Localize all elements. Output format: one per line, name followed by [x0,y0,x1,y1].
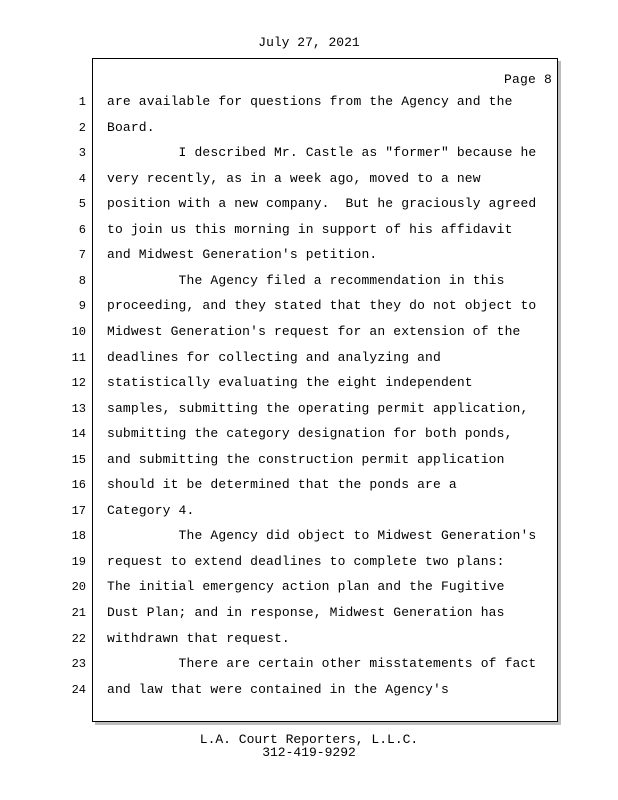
page-number: Page 8 [503,72,552,87]
line-number: 11 [71,351,86,365]
line-number: 16 [71,478,86,492]
line-number: 5 [78,197,86,211]
line-number: 14 [71,427,86,441]
transcript-line: very recently, as in a week ago, moved to a new [107,171,481,186]
line-number: 21 [71,606,86,620]
line-number: 3 [78,146,86,160]
transcript-line: The initial emergency action plan and the Fugitive [107,579,505,594]
transcript-line: I described Mr. Castle as "former" because he [107,145,537,160]
line-number: 4 [78,172,86,186]
line-number: 1 [78,95,86,109]
line-number: 8 [78,274,86,288]
line-number: 7 [78,248,86,262]
transcript-line: are available for questions from the Agency and the [107,94,513,109]
line-number: 12 [71,376,86,390]
line-number: 2 [78,121,86,135]
footer-phone: 312-419-9292 [262,745,356,760]
line-number: 20 [71,580,86,594]
line-number: 24 [71,683,86,697]
line-number: 18 [71,529,86,543]
transcript-line: and Midwest Generation's petition. [107,247,378,262]
transcript-line: The Agency did object to Midwest Generation's [107,528,537,543]
line-number: 17 [71,504,86,518]
transcript-line: The Agency filed a recommendation in this [107,273,505,288]
transcript-line: withdrawn that request. [107,631,290,646]
line-number: 23 [71,657,86,671]
footer [0,733,618,759]
transcript-line: statistically evaluating the eight independent [107,375,473,390]
line-number: 19 [71,555,86,569]
transcript-line: and law that were contained in the Agency's [107,682,449,697]
transcript-line: Category 4. [107,503,195,518]
line-number: 15 [71,453,86,467]
line-number: 9 [78,299,86,313]
transcript-line: Board. [107,120,155,135]
transcript-line: proceeding, and they stated that they do not object to [107,298,537,313]
line-number: 10 [71,325,86,339]
transcript-line: samples, submitting the operating permit application, [107,401,529,416]
transcript-line: Midwest Generation's request for an extension of the [107,324,521,339]
transcript-line: position with a new company. But he graciously agreed [107,196,537,211]
transcript-line: request to extend deadlines to complete two plans: [107,554,505,569]
transcript-line: should it be determined that the ponds are a [107,477,457,492]
header-date: July 27, 2021 [258,35,360,50]
transcript-line: and submitting the construction permit application [107,452,505,467]
line-number: 6 [78,223,86,237]
transcript-line: There are certain other misstatements of fact [107,656,537,671]
transcript-line: deadlines for collecting and analyzing and [107,350,441,365]
footer-company: L.A. Court Reporters, L.L.C. [199,732,419,747]
transcript-line: submitting the category designation for both ponds, [107,426,513,441]
line-number: 22 [71,632,86,646]
line-number: 13 [71,402,86,416]
transcript-line: Dust Plan; and in response, Midwest Generation has [107,605,505,620]
transcript-line: to join us this morning in support of his affidavit [107,222,513,237]
